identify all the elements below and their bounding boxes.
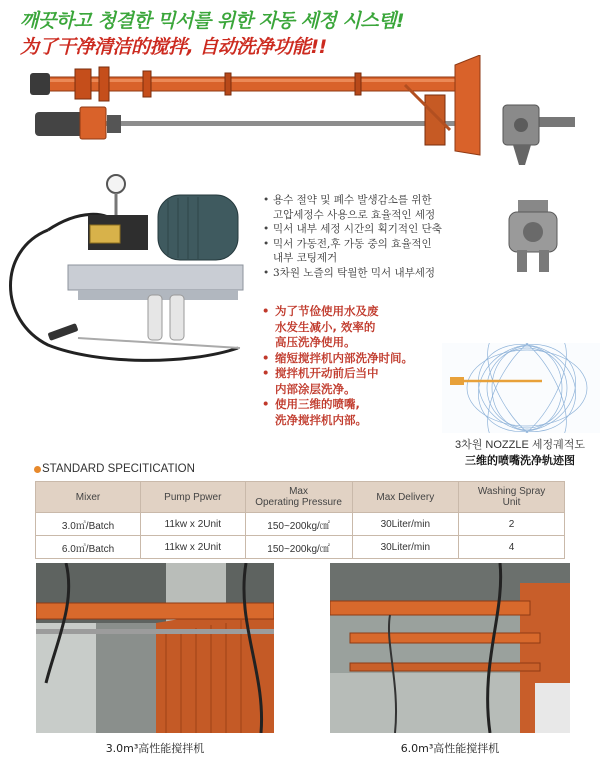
spec-cell: 150~200kg/㎠	[245, 513, 352, 536]
mixer-photo-3m3	[36, 563, 274, 733]
photo-caption-6m3: 6.0m³高性能搅拌机	[400, 742, 500, 755]
table-row	[36, 513, 565, 536]
table-row	[36, 536, 565, 559]
feature-zh-item: • 为了节俭使用水及废	[262, 304, 462, 320]
feature-ko-item: • 믹서 가동전,후 가동 중의 효율적인	[263, 237, 468, 252]
features-korean	[263, 193, 468, 280]
spec-col-header: Max Delivery	[352, 482, 459, 513]
feature-zh-item: 洗净搅拌机内部。	[275, 412, 367, 427]
features-chinese	[262, 304, 462, 428]
spec-cell: 2	[459, 513, 565, 536]
pump-unit-illustration	[8, 170, 253, 370]
spec-cell: 11kw x 2Unit	[141, 513, 246, 536]
spec-table	[35, 481, 565, 559]
nozzle-trajectory-diagram	[442, 343, 600, 433]
spec-cell: 3.0㎥/Batch	[36, 513, 141, 536]
spec-col-header: Mixer	[36, 482, 141, 513]
feature-zh-item: 高压洗净使用。	[275, 335, 356, 349]
trajectory-caption-korean: 3차원 NOZZLE 세정궤적도	[454, 439, 585, 451]
spec-col-header: Pump Ppwer	[141, 482, 246, 513]
spec-cell: 11kw x 2Unit	[141, 536, 246, 559]
spec-col-header: Max Operating Pressure	[245, 482, 352, 513]
feature-zh-item: • 缩短搅拌机内部洗净时间。	[262, 351, 462, 367]
feature-zh-item: • 使用三维的喷嘴,	[262, 397, 462, 413]
feature-ko-item: • 용수 절약 및 폐수 발생감소를 위한	[263, 193, 468, 208]
photo-caption-3m3: 3.0m³高性能搅拌机	[105, 742, 205, 755]
nozzle-closeup	[503, 200, 563, 280]
feature-ko-item: • 믹서 내부 세정 시간의 획기적인 단축	[263, 222, 468, 237]
mixer-photo-6m3	[330, 563, 570, 733]
spec-heading: STANDARD SPECITICATION	[42, 463, 195, 475]
feature-ko-item: • 3차원 노즐의 탁월한 믹서 내부세정	[263, 266, 468, 281]
feature-ko-item: 내부 코팅제거	[273, 252, 338, 264]
feature-zh-item: 水发生减小, 效率的	[275, 319, 376, 334]
trajectory-caption-chinese: 三维的喷嘴洗净轨迹图	[465, 454, 575, 467]
spec-header-row	[36, 482, 565, 513]
spec-cell: 150~200kg/㎠	[245, 536, 352, 559]
spec-cell: 4	[459, 536, 565, 559]
title-korean: 깨끗하고 청결한 믹서를 위한 자동 세정 시스템!	[20, 10, 405, 32]
spec-cell: 30Liter/min	[352, 513, 459, 536]
washing-arm-illustration	[25, 55, 600, 165]
feature-ko-item: 고압세정수 사용으로 효율적인 세정	[273, 208, 436, 221]
feature-zh-item: 内部涂层洗净。	[275, 381, 356, 396]
spec-cell: 30Liter/min	[352, 536, 459, 559]
bullet-dot-icon	[34, 466, 41, 473]
spec-col-header: Washing Spray Unit	[459, 482, 565, 513]
spec-cell: 6.0㎥/Batch	[36, 536, 141, 559]
feature-zh-item: • 搅拌机开动前后当中	[262, 366, 462, 382]
title-chinese: 为了干净清洁的搅拌, 自动洗净功能!!	[20, 36, 327, 58]
